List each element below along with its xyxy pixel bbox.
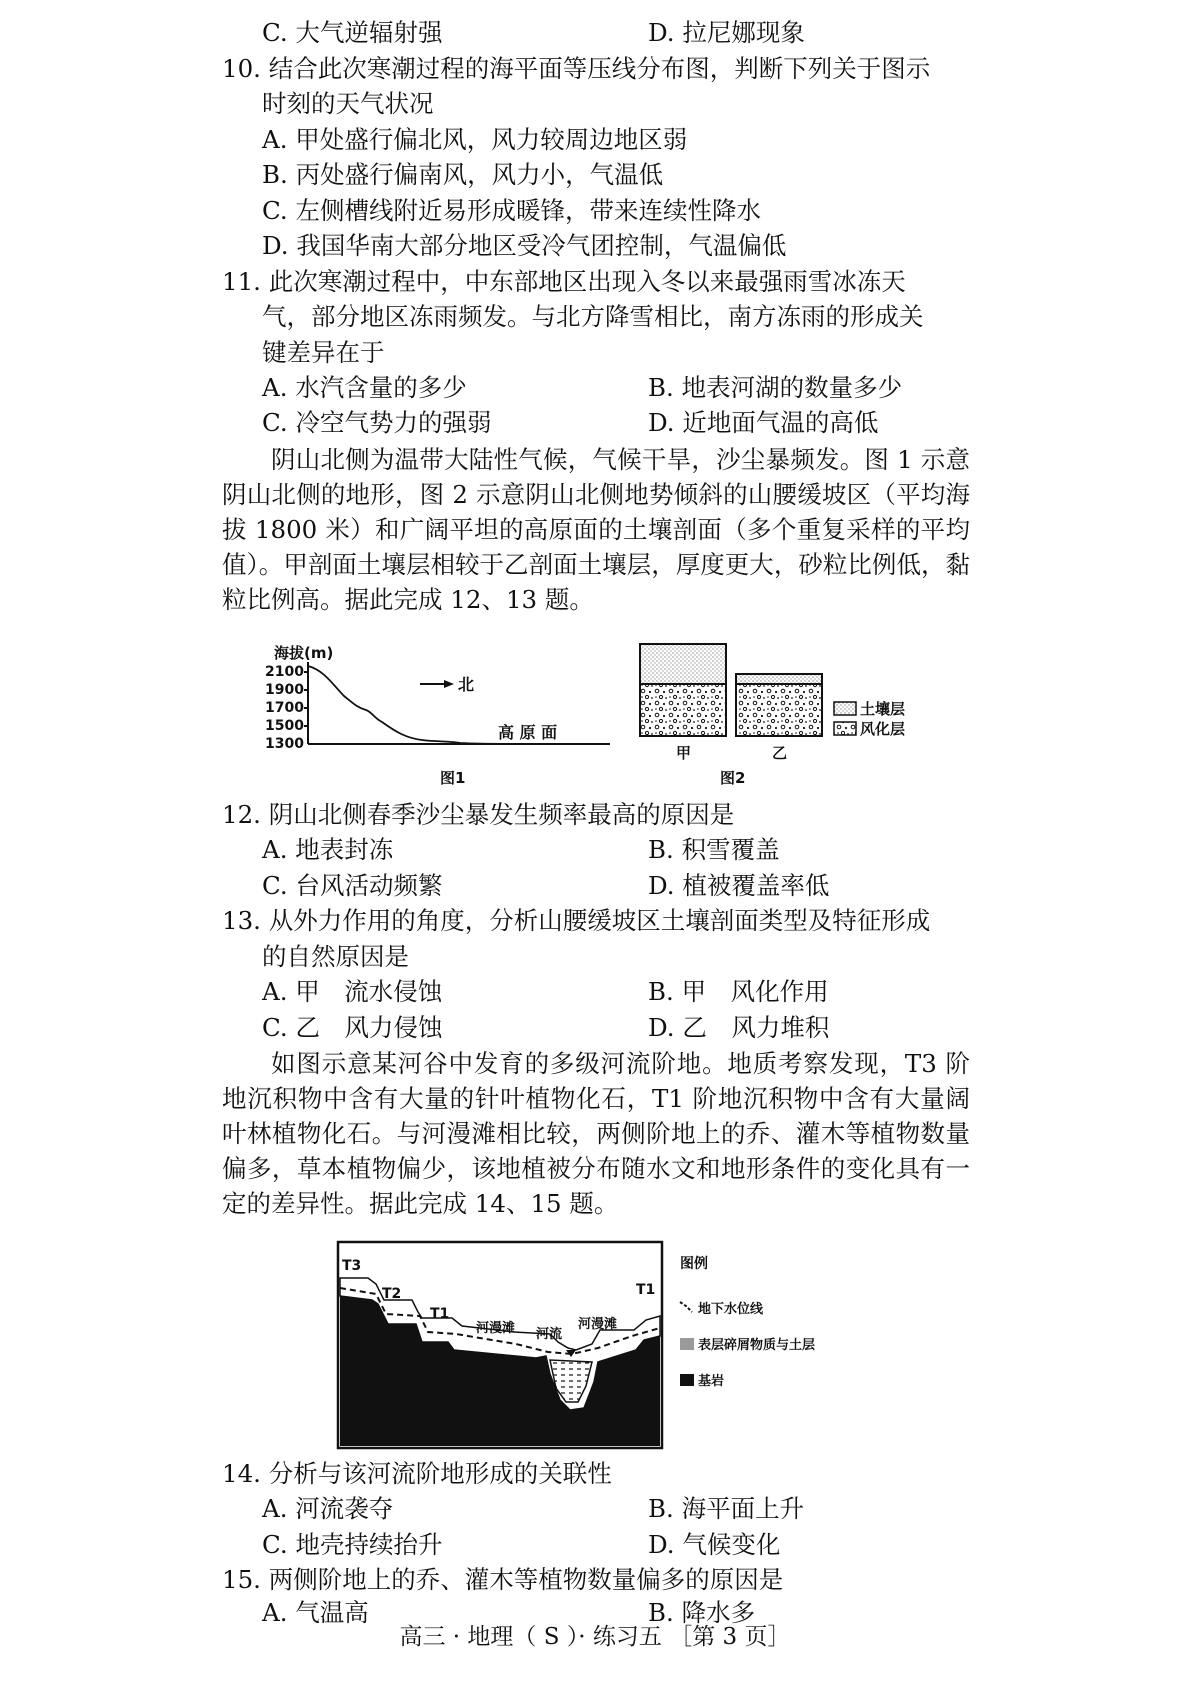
figure-1-plateau-label: 高 原 面	[498, 723, 558, 742]
figure-1-ytick: 1700	[265, 700, 304, 716]
page-footer: 高三 · 地理（ S ）· 练习五 ［第 3 页］	[399, 1624, 791, 1650]
question-15-option: A. 气温高	[262, 1598, 369, 1627]
question-10-stem: 时刻的天气状况	[262, 89, 434, 118]
question-10-option: D. 我国华南大部分地区受冷气团控制，气温偏低	[262, 231, 787, 260]
question-14-option: B. 海平面上升	[648, 1494, 805, 1523]
legend-soil-label: 土壤层	[860, 700, 906, 718]
floodplain-label-left: 河漫滩	[476, 1321, 516, 1336]
question-11-option: C. 冷空气势力的强弱	[262, 408, 492, 437]
question-13-option: D. 乙 风力堆积	[648, 1013, 830, 1042]
question-10-stem: 10. 结合此次寒潮过程的海平面等压线分布图，判断下列关于图示	[222, 54, 931, 83]
terrace-label-t1-right: T1	[636, 1282, 656, 1298]
profile-a-soil-layer	[640, 644, 726, 684]
profile-a-weathered-layer	[640, 684, 726, 736]
question-13-stem: 的自然原因是	[262, 942, 409, 971]
north-arrow-icon	[444, 680, 454, 688]
profile-b-weathered-layer	[736, 684, 822, 736]
river-label: 河流	[536, 1327, 563, 1342]
figure-1-ytick: 1500	[265, 718, 304, 734]
terrace-label-t2: T2	[382, 1286, 402, 1302]
question-15-option: B. 降水多	[648, 1598, 756, 1627]
question-12-option: B. 积雪覆盖	[648, 835, 780, 864]
question-11-option: D. 近地面气温的高低	[648, 408, 879, 437]
floodplain-label-right: 河漫滩	[578, 1317, 618, 1332]
question-14-option: C. 地壳持续抬升	[262, 1530, 443, 1559]
figure-1-ylabel: 海拔(m)	[274, 644, 334, 662]
figure-2-caption: 图2	[720, 769, 746, 787]
legend-weathered-swatch	[834, 722, 856, 735]
option-c: C. 大气逆辐射强	[262, 18, 443, 47]
legend-weathered-label: 风化层	[860, 720, 906, 738]
legend-title: 图例	[680, 1256, 708, 1272]
question-11-option: B. 地表河湖的数量多少	[648, 373, 903, 402]
question-10-option: C. 左侧槽线附近易形成暖锋，带来连续性降水	[262, 196, 761, 225]
terrace-label-t3: T3	[342, 1258, 362, 1274]
figure-1-ytick: 1900	[265, 682, 304, 698]
legend-groundwater-swatch	[680, 1302, 692, 1312]
question-14-stem: 14. 分析与该河流阶地形成的关联性	[222, 1459, 612, 1488]
question-13-option: C. 乙 风力侵蚀	[262, 1013, 443, 1042]
question-12-option: A. 地表封冻	[262, 835, 394, 864]
figure-3-river-terraces	[336, 1240, 816, 1450]
terrace-label-t1-left: T1	[430, 1306, 450, 1322]
question-12-stem: 12. 阴山北侧春季沙尘暴发生频率最高的原因是	[222, 800, 735, 829]
question-12-option: D. 植被覆盖率低	[648, 871, 830, 900]
option-d: D. 拉尼娜现象	[648, 18, 805, 47]
question-11-option: A. 水汽含量的多少	[262, 373, 467, 402]
profile-b-soil-layer	[736, 674, 822, 684]
question-11-stem: 键差异在于	[262, 338, 385, 367]
question-11-stem: 气，部分地区冻雨频发。与北方降雪相比，南方冻雨的形成关	[262, 302, 924, 331]
question-15-stem: 15. 两侧阶地上的乔、灌木等植物数量偏多的原因是	[222, 1565, 784, 1594]
legend-debris-swatch	[680, 1338, 694, 1350]
legend-debris-label: 表层碎屑物质与土层	[698, 1338, 816, 1353]
profile-a-label: 甲	[676, 744, 692, 762]
figure-1-north-label: 北	[458, 675, 475, 694]
question-12-option: C. 台风活动频繁	[262, 871, 443, 900]
question-13-stem: 13. 从外力作用的角度，分析山腰缓坡区土壤剖面类型及特征形成	[222, 906, 931, 935]
passage-river-terraces: 如图示意某河谷中发育的多级河流阶地。地质考察发现，T3 阶地沉积物中含有大量的针叶植物化石，T1 阶地沉积物中含有大量阔叶林植物化石。与河漫滩相比较，两侧阶地上的乔、灌木等植物数量偏多，草本植物偏少，该地植被分布随水文和地形条件的变化具有一定的差异性。据此完成 14、15 题。	[222, 1049, 970, 1218]
legend-bedrock-label: 基岩	[698, 1374, 725, 1389]
figure-2-soil-profiles	[640, 640, 940, 790]
question-10-option: B. 丙处盛行偏南风，风力小，气温低	[262, 160, 664, 189]
legend-bedrock-swatch	[680, 1374, 694, 1386]
legend-groundwater-label: 地下水位线	[698, 1302, 764, 1317]
profile-b-label: 乙	[772, 744, 788, 762]
legend-soil-swatch	[834, 702, 856, 715]
question-11-stem: 11. 此次寒潮过程中，中东部地区出现入冬以来最强雨雪冰冻天	[222, 267, 906, 296]
figure-1-caption: 图1	[440, 769, 466, 787]
question-10-option: A. 甲处盛行偏北风，风力较周边地区弱	[262, 125, 688, 154]
figure-1-terrain-profile	[262, 640, 622, 790]
question-14-option: D. 气候变化	[648, 1530, 781, 1559]
figure-1-ytick: 1300	[265, 736, 304, 752]
figure-1-ytick: 2100	[265, 664, 304, 680]
question-13-option: A. 甲 流水侵蚀	[262, 977, 443, 1006]
question-14-option: A. 河流袭夺	[262, 1494, 394, 1523]
question-13-option: B. 甲 风化作用	[648, 977, 829, 1006]
passage-yinshan: 阴山北侧为温带大陆性气候，气候干旱，沙尘暴频发。图 1 示意阴山北侧的地形，图 2 示意阴山北侧地势倾斜的山腰缓坡区（平均海拔 1800 米）和广阔平坦的高原面的土壤剖面（多个重复采样的平均值）。甲剖面土壤层相较于乙剖面土壤层，厚度更大，砂粒比例低，黏粒比例高。据此完成 12、13 题。	[222, 445, 970, 614]
